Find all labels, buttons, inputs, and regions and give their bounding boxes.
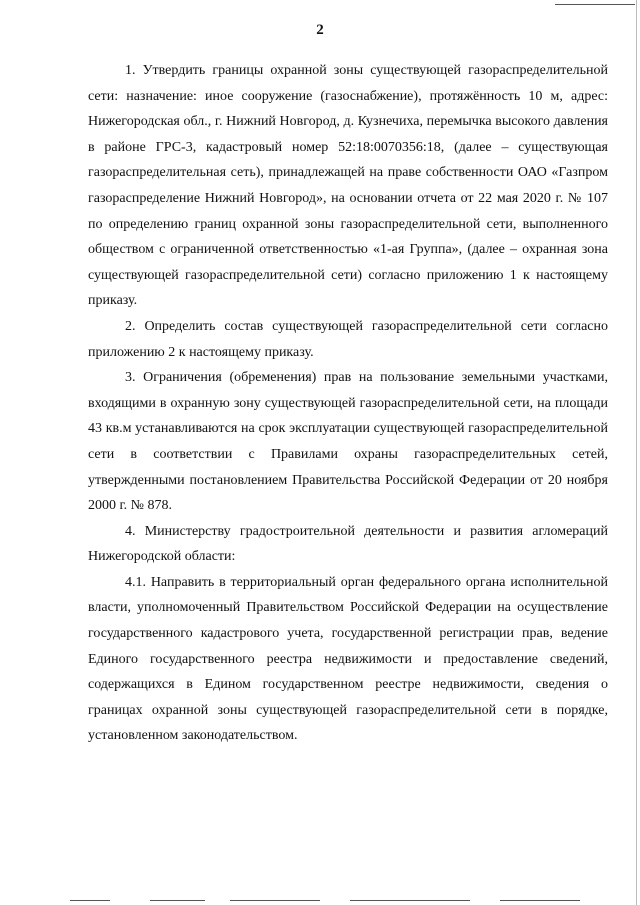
scan-edge-bottom-5: [500, 900, 580, 901]
document-body: [88, 58, 608, 749]
scan-edge-bottom-4: [350, 900, 470, 901]
scan-edge-bottom-1: [70, 900, 110, 901]
scan-edge-bottom-3: [230, 900, 320, 901]
paragraph-2: 2. Определить состав существующей газораспределительной сети согласно приложению 2 к настоящему приказу.: [88, 318, 608, 360]
scan-edge-right: [636, 0, 637, 905]
page-number: 2: [316, 22, 324, 38]
paragraph-4-1: 4.1. Направить в территориальный орган федерального органа исполнительной власти, уполномоченный Правительством Российской Федерации на осуществление государственного кадастрового учета, государственной регистрации прав, ведение Единого государственного реестра недвижимости и предоставление сведений, содержащихся в Едином государственном реестре недвижимости, сведения о границах охранной зоны существующей газораспределительной сети в порядке, установленном законодательством.: [88, 574, 608, 744]
scan-edge-top-right: [555, 4, 635, 5]
scan-edge-bottom-2: [150, 900, 205, 901]
paragraph-4: 4. Министерству градостроительной деятельности и развития агломераций Нижегородской области:: [88, 523, 608, 565]
paragraph-3: 3. Ограничения (обременения) прав на пользование земельными участками, входящими в охранную зону существующей газораспределительной сети, на площади 43 кв.м устанавливаются на срок эксплуатации существующей газораспределительной сети в соответствии с Правилами охраны газораспределительных сетей, утвержденными постановлением Правительства Российской Федерации от 20 ноября 2000 г. № 878.: [88, 370, 608, 514]
paragraph-1: 1. Утвердить границы охранной зоны существующей газораспределительной сети: назначение: иное сооружение (газоснабжение), протяжённость 10 м, адрес: Нижегородская обл., г. Нижний Новгород, д. Кузнечиха, перемычка высокого давления в районе ГРС-3, кадастровый номер 52:18:0070356:18, (далее – существующая газораспределительная сеть), принадлежащей на праве собственности ОАО «Газпром газораспределение Нижний Новгород», на основании отчета от 22 мая 2020 г. № 107 по определению границ охранной зоны газораспределительной сети, выполненного обществом с ограниченной ответственностью «1-ая Группа», (далее – охранная зона существующей газораспределительной сети) согласно приложению 1 к настоящему приказу.: [88, 63, 608, 309]
